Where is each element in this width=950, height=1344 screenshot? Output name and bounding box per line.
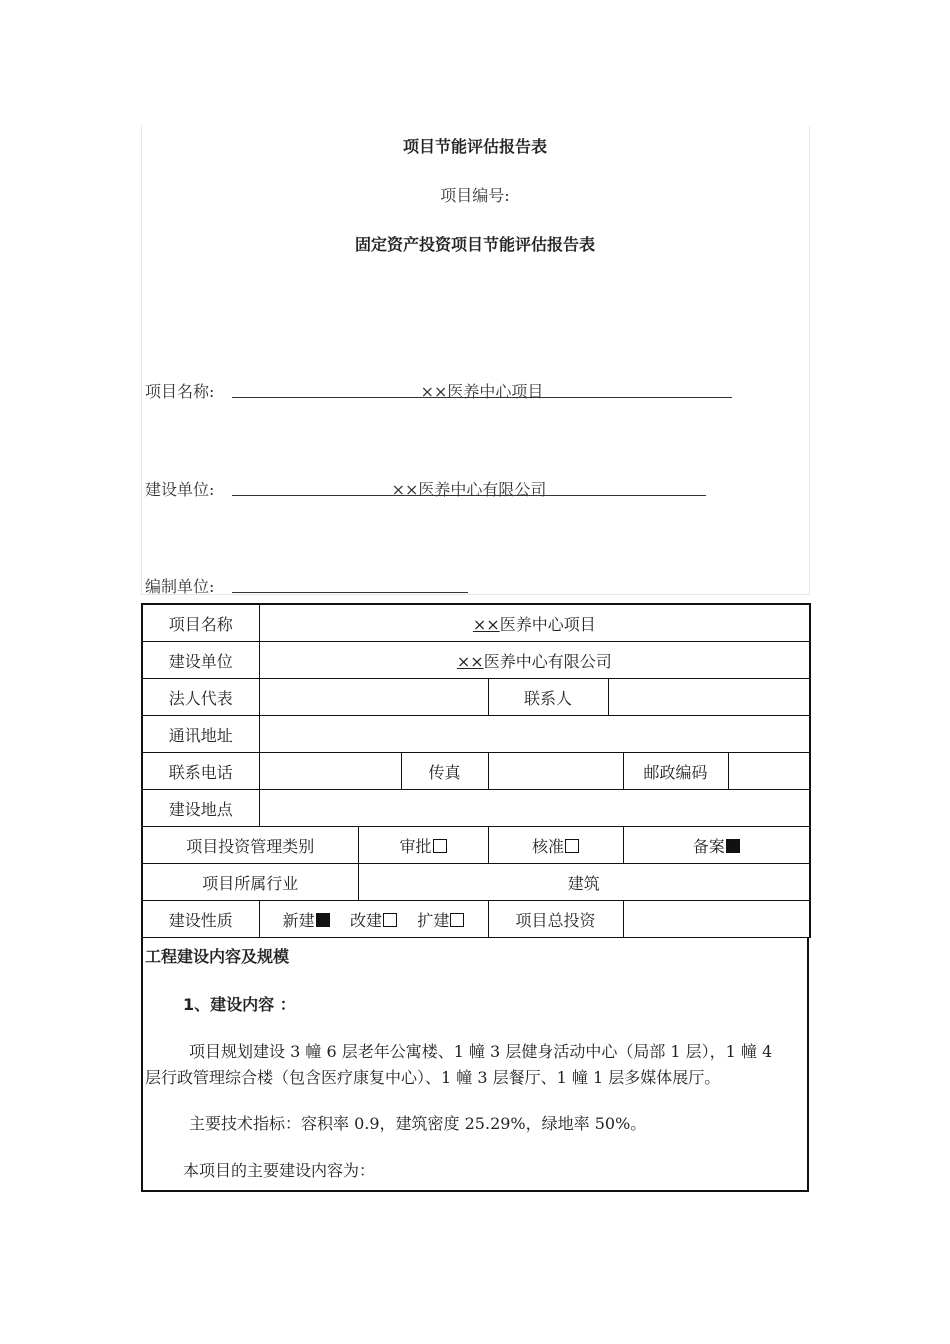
row-builder xyxy=(142,642,810,679)
project-info-table xyxy=(141,603,811,938)
record-option xyxy=(623,827,810,864)
project-name-rest: 医养中心项目 xyxy=(499,614,596,634)
para1-line1: 项目规划建设 3 幢 6 层老年公寓楼、1 幢 3 层健身活动中心（局部 1 层），1 幢 4 xyxy=(189,1042,773,1061)
main-content-intro: 本项目的主要建设内容为： xyxy=(183,1161,376,1180)
para1-line2: 层行政管理综合楼（包含医疗康复中心）、1 幢 3 层餐厅、1 幢 1 层多媒体展厅。 xyxy=(145,1068,721,1087)
rebuild-label: 改建 xyxy=(349,910,382,930)
contact-value xyxy=(608,679,810,716)
industry-value: 建筑 xyxy=(358,864,810,901)
approval-checkbox[interactable] xyxy=(433,839,447,853)
legal-rep-value xyxy=(259,679,488,716)
fax-label: 传真 xyxy=(401,753,488,790)
cover-project-name-label: 项目名称: xyxy=(145,382,215,401)
report-title: 项目节能评估报告表 xyxy=(402,137,547,156)
cover-compiler-underline xyxy=(232,591,468,593)
row-location xyxy=(142,790,810,827)
project-name-prefix: ×× xyxy=(472,614,500,634)
cover-compiler-label: 编制单位: xyxy=(145,577,215,596)
address-label: 通讯地址 xyxy=(142,716,259,753)
postcode-value xyxy=(728,753,810,790)
section-1-heading: 1、建设内容 ： xyxy=(183,995,296,1014)
row-mgmt-category xyxy=(142,827,810,864)
tech-indicators: 主要技术指标：容积率 0.9，建筑密度 25.29%，绿地率 50%。 xyxy=(189,1114,647,1133)
phone-value xyxy=(259,753,401,790)
contact-label: 联系人 xyxy=(488,679,608,716)
row-legal-rep xyxy=(142,679,810,716)
cover-builder-label: 建设单位: xyxy=(145,480,215,499)
cover-builder-value: ××医养中心有限公司 xyxy=(391,480,547,499)
approval-option xyxy=(358,827,488,864)
new-label: 新建 xyxy=(282,910,315,930)
row-project-name xyxy=(142,604,810,642)
builder-rest: 医养中心有限公司 xyxy=(483,651,612,671)
new-checkbox[interactable] xyxy=(316,913,330,927)
fax-value xyxy=(488,753,623,790)
phone-label: 联系电话 xyxy=(142,753,259,790)
construction-content-box xyxy=(141,938,809,1192)
address-value xyxy=(259,716,810,753)
nature-options xyxy=(259,901,488,938)
rebuild-checkbox[interactable] xyxy=(383,913,397,927)
industry-label: 项目所属行业 xyxy=(142,864,358,901)
cover-project-name-value: ××医养中心项目 xyxy=(420,382,544,401)
builder-prefix: ×× xyxy=(456,651,484,671)
total-investment-value xyxy=(623,901,810,938)
row-industry xyxy=(142,864,810,901)
row-phone xyxy=(142,753,810,790)
mgmt-category-label: 项目投资管理类别 xyxy=(142,827,358,864)
verify-checkbox[interactable] xyxy=(565,839,579,853)
record-checkbox[interactable] xyxy=(726,839,740,853)
builder-value xyxy=(259,642,810,679)
project-number-label: 项目编号: xyxy=(440,186,510,205)
location-value xyxy=(259,790,810,827)
approval-label: 审批 xyxy=(399,836,432,856)
project-name-value xyxy=(259,604,810,642)
postcode-label: 邮政编码 xyxy=(623,753,728,790)
row-address xyxy=(142,716,810,753)
record-label: 备案 xyxy=(692,836,725,856)
verify-option xyxy=(488,827,623,864)
row-nature xyxy=(142,901,810,938)
content-heading: 工程建设内容及规模 xyxy=(145,947,290,966)
total-investment-label: 项目总投资 xyxy=(488,901,623,938)
report-subtitle: 固定资产投资项目节能评估报告表 xyxy=(354,235,595,254)
expand-checkbox[interactable] xyxy=(450,913,464,927)
nature-label: 建设性质 xyxy=(142,901,259,938)
verify-label: 核准 xyxy=(531,836,564,856)
location-label: 建设地点 xyxy=(142,790,259,827)
project-name-label: 项目名称 xyxy=(142,604,259,642)
builder-label: 建设单位 xyxy=(142,642,259,679)
expand-label: 扩建 xyxy=(417,910,450,930)
legal-rep-label: 法人代表 xyxy=(142,679,259,716)
